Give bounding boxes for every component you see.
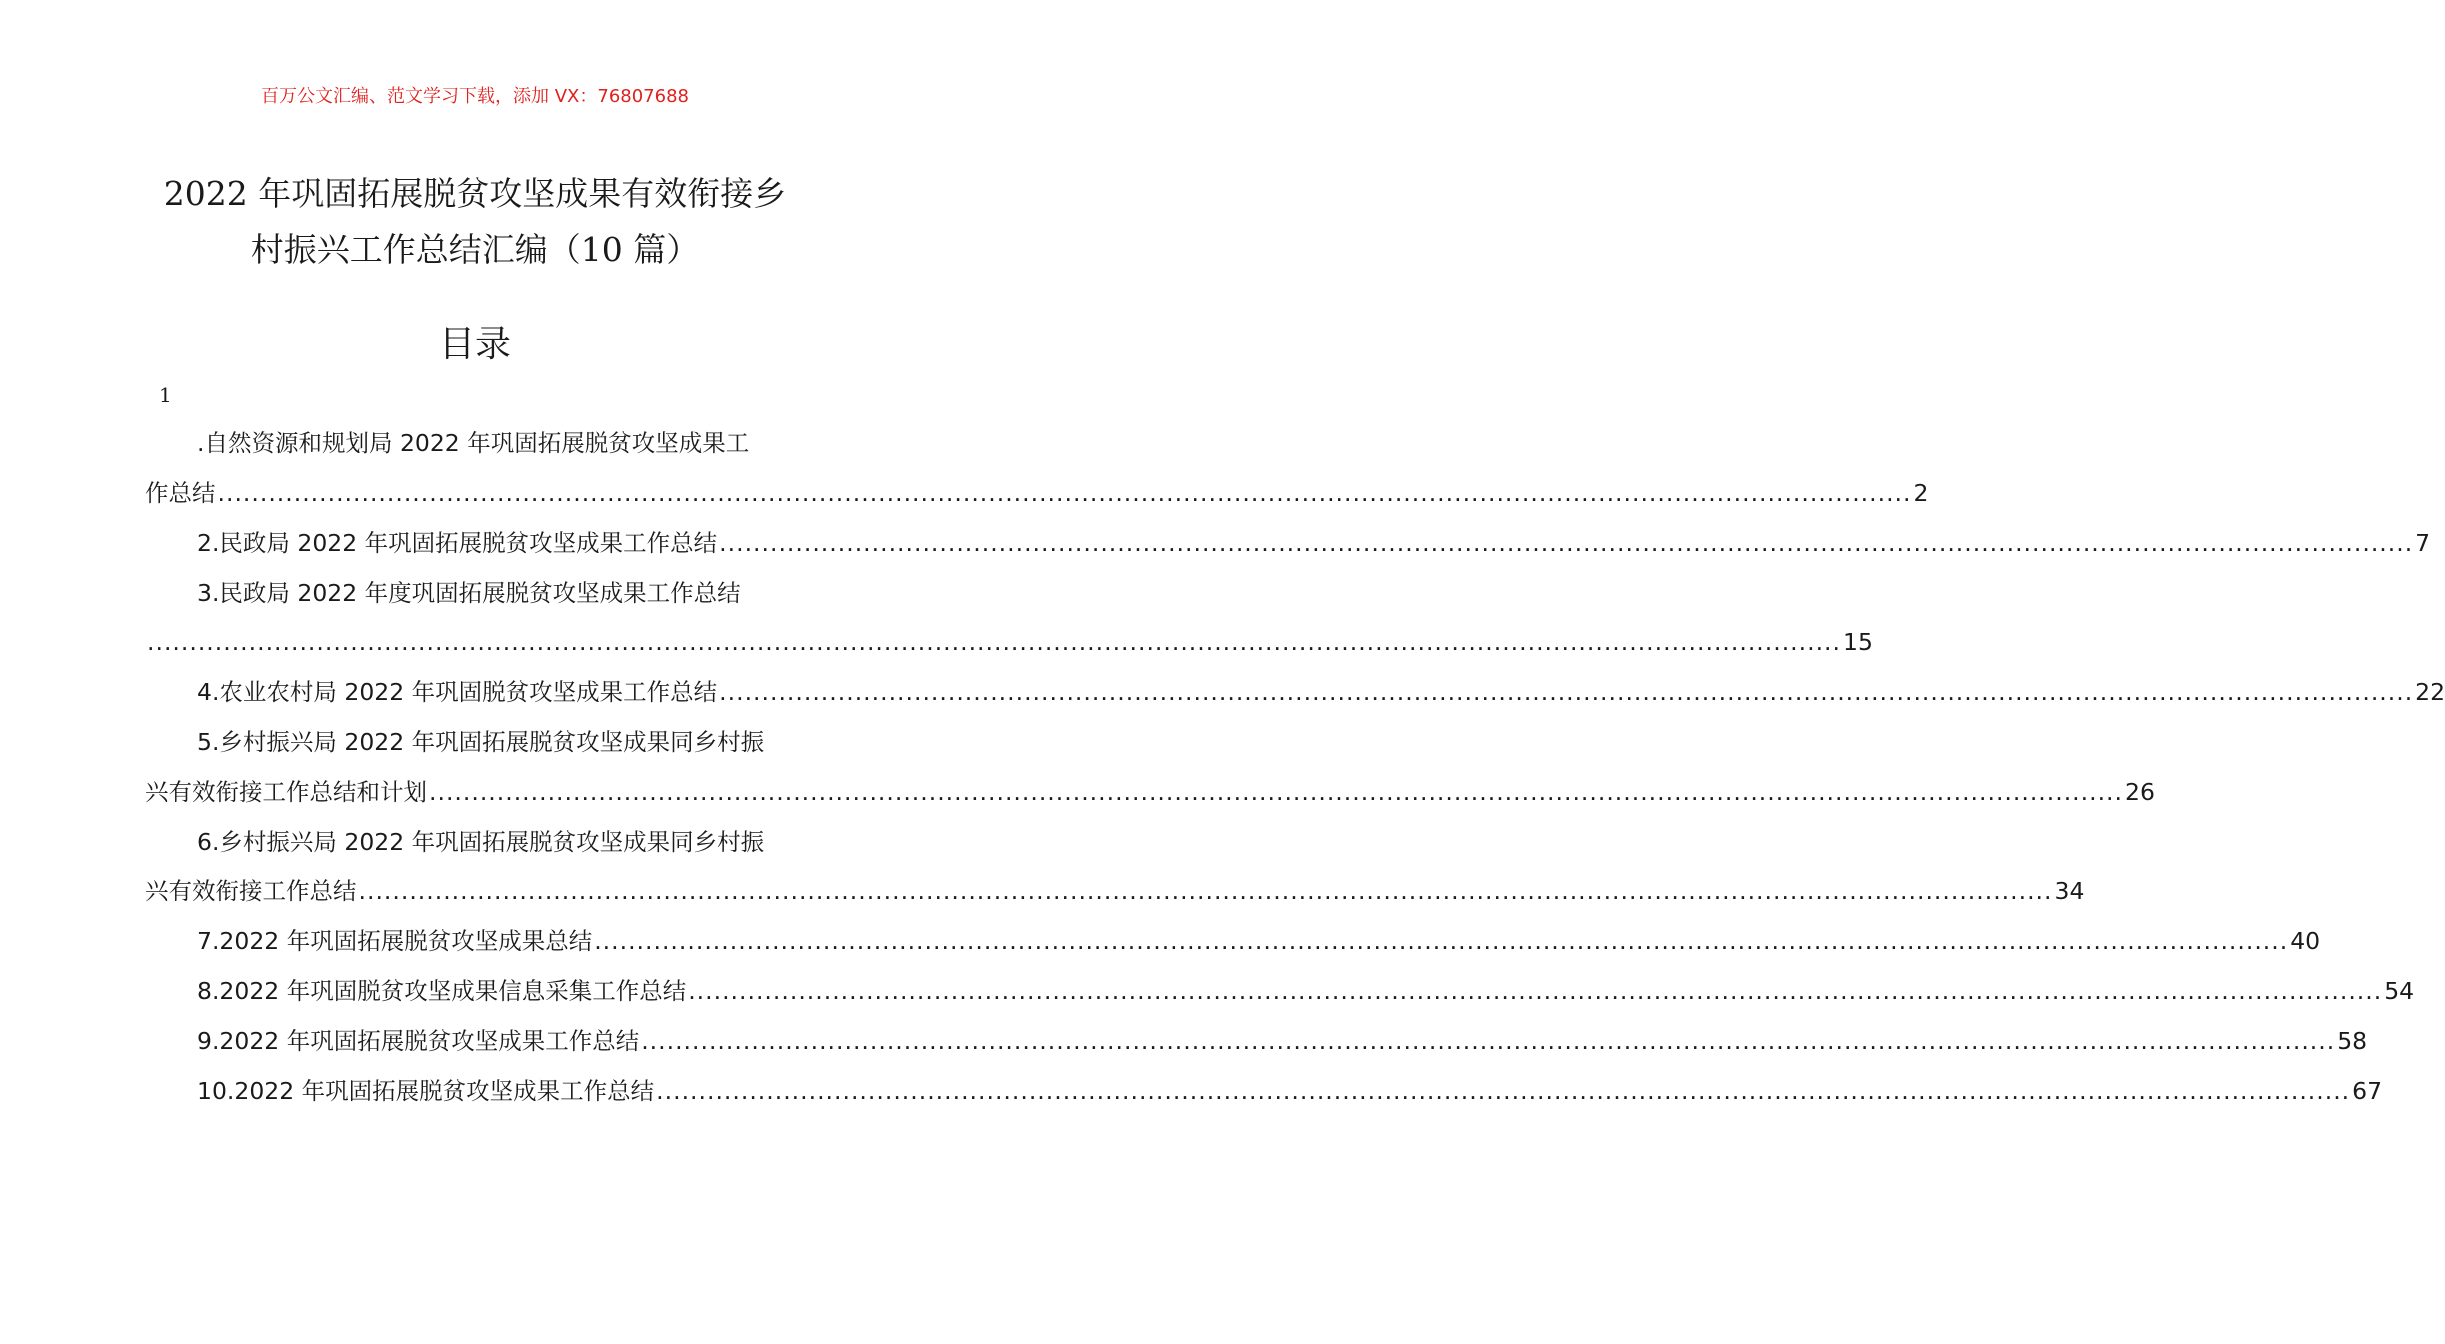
toc-entry-title: 9.2022 年巩固拓展脱贫攻坚成果工作总结 <box>197 1027 640 1055</box>
toc-entry-7[interactable] <box>197 923 2321 959</box>
toc-entry-1-line-2[interactable] <box>145 475 1929 511</box>
toc-page-number: 40 <box>2290 927 2321 955</box>
leader-dots: ........................................................................................................................................................................................................ <box>719 678 2414 706</box>
leader-dots: ........................................................................................................................................................................................................ <box>688 977 2383 1005</box>
toc-entry-9[interactable] <box>197 1023 2368 1059</box>
toc-page-number: 15 <box>1843 628 1873 656</box>
leader-dots: ........................................................................................................................................................................................................ <box>147 628 1841 656</box>
toc-entry-3-line-2[interactable] <box>145 624 1873 660</box>
toc-page-number: 26 <box>2125 778 2155 806</box>
toc-page-number: 58 <box>2337 1027 2368 1055</box>
toc-page-number: 34 <box>2054 877 2085 905</box>
toc-entry-title: 2.民政局 2022 年巩固拓展脱贫攻坚成果工作总结 <box>197 529 718 557</box>
toc-entry-1-line-1[interactable] <box>197 425 805 461</box>
toc-entry-5-line-1[interactable] <box>197 724 805 760</box>
header-ad-text: 百万公文汇编、范文学习下载，添加 VX：76807688 <box>261 86 689 107</box>
toc-entry-title: 兴有效衔接工作总结和计划 <box>145 778 427 806</box>
toc-entry-title: 6.乡村振兴局 2022 年巩固拓展脱贫攻坚成果同乡村振 <box>197 828 765 856</box>
title-line-2: 村振兴工作总结汇编（10 篇） <box>250 230 700 269</box>
leader-dots: ........................................................................................................................................................................................................ <box>217 479 1912 507</box>
toc-entry-3-line-1[interactable] <box>197 575 805 611</box>
toc-page-number: 7 <box>2415 529 2431 557</box>
toc-entry-2[interactable] <box>197 525 2431 561</box>
toc-entry-10[interactable] <box>197 1073 2383 1109</box>
toc-entry-4[interactable] <box>197 674 2445 710</box>
toc-entry-title: 7.2022 年巩固拓展脱贫攻坚成果总结 <box>197 927 593 955</box>
leader-dots: ........................................................................................................................................................................................................ <box>358 877 2053 905</box>
toc-page-number: 67 <box>2352 1077 2383 1105</box>
toc-entry-5-line-2[interactable] <box>145 774 2155 810</box>
stray-number: 1 <box>159 383 172 407</box>
leader-dots: ........................................................................................................................................................................................................ <box>719 529 2414 557</box>
toc-entry-title: 5.乡村振兴局 2022 年巩固拓展脱贫攻坚成果同乡村振 <box>197 728 765 756</box>
toc-entry-title: 8.2022 年巩固脱贫攻坚成果信息采集工作总结 <box>197 977 687 1005</box>
document-title <box>120 166 830 278</box>
toc-entry-6-line-1[interactable] <box>197 824 805 860</box>
toc-entry-8[interactable] <box>197 973 2415 1009</box>
toc-heading: 目录 <box>438 324 511 365</box>
toc-page-number: 2 <box>1913 479 1929 507</box>
toc-entry-6-line-2[interactable] <box>145 873 2085 909</box>
title-line-1: 2022 年巩固拓展脱贫攻坚成果有效衔接乡 <box>163 174 787 213</box>
toc-entry-title: 4.农业农村局 2022 年巩固脱贫攻坚成果工作总结 <box>197 678 718 706</box>
leader-dots: ........................................................................................................................................................................................................ <box>656 1077 2351 1105</box>
leader-dots: ........................................................................................................................................................................................................ <box>641 1027 2336 1055</box>
toc-entry-title: .自然资源和规划局 2022 年巩固拓展脱贫攻坚成果工 <box>197 429 750 457</box>
leader-dots: ........................................................................................................................................................................................................ <box>594 927 2289 955</box>
toc-page-number: 22 <box>2415 678 2445 706</box>
toc-entry-title: 作总结 <box>145 479 216 507</box>
leader-dots: ........................................................................................................................................................................................................ <box>429 778 2123 806</box>
toc-entry-title: 兴有效衔接工作总结 <box>145 877 357 905</box>
toc-entry-title: 3.民政局 2022 年度巩固拓展脱贫攻坚成果工作总结 <box>197 579 741 607</box>
toc-entry-title: 10.2022 年巩固拓展脱贫攻坚成果工作总结 <box>197 1077 655 1105</box>
toc-page-number: 54 <box>2384 977 2415 1005</box>
